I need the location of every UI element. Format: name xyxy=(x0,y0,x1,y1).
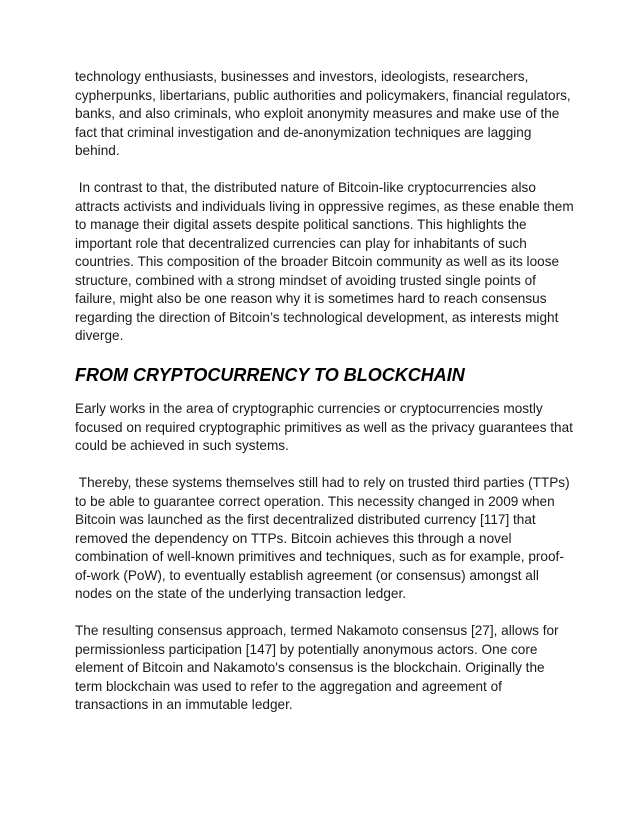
section-heading: FROM CRYPTOCURRENCY TO BLOCKCHAIN xyxy=(75,365,465,385)
paragraph-early-works: Early works in the area of cryptographic currencies or cryptocurrencies mostly focused on required cryptographic primitives as well as the privacy guarantees that could be achieved in such systems. xyxy=(75,401,577,453)
paragraph-distributed-nature: In contrast to that, the distributed nature of Bitcoin-like cryptocurrencies also attracts activists and individuals living in oppressive regimes, as these enable them to manage their digital assets despite political sanctions. This highlights the important role that decentralized currencies can play for inhabitants of such countries. This composition of the broader Bitcoin community as well as its loose structure, combined with a strong mindset of avoiding trusted single points of failure, might also be one reason why it is sometimes hard to reach consensus regarding the direction of Bitcoin’s technological development, as interests might diverge. xyxy=(75,180,578,343)
paragraph-ttps: Thereby, these systems themselves still had to rely on trusted third parties (TTPs) to be able to guarantee correct operation. This necessity changed in 2009 when Bitcoin was launched as the first decentralized distributed currency [117] that removed the dependency on TTPs. Bitcoin achieves this through a novel combination of well-known primitives and techniques, such as for example, proof-of-work (PoW), to eventually establish agreement (or consensus) amongst all nodes on the state of the underlying transaction ledger. xyxy=(75,475,574,601)
paragraph-nakamoto-consensus: The resulting consensus approach, termed Nakamoto consensus [27], allows for permissionless participation [147] by potentially anonymous actors. One core element of Bitcoin and Nakamoto's consensus is the blockchain. Originally the term blockchain was used to refer to the aggregation and agreement of transactions in an immutable ledger. xyxy=(75,623,563,712)
page-content xyxy=(75,68,578,733)
paragraph-stakeholders: technology enthusiasts, businesses and investors, ideologists, researchers, cypherpunks, libertarians, public authorities and policymakers, financial regulators, banks, and also criminals, who exploit anonymity measures and make use of the fact that criminal investigation and de-anonymization techniques are lagging behind. xyxy=(75,69,575,158)
